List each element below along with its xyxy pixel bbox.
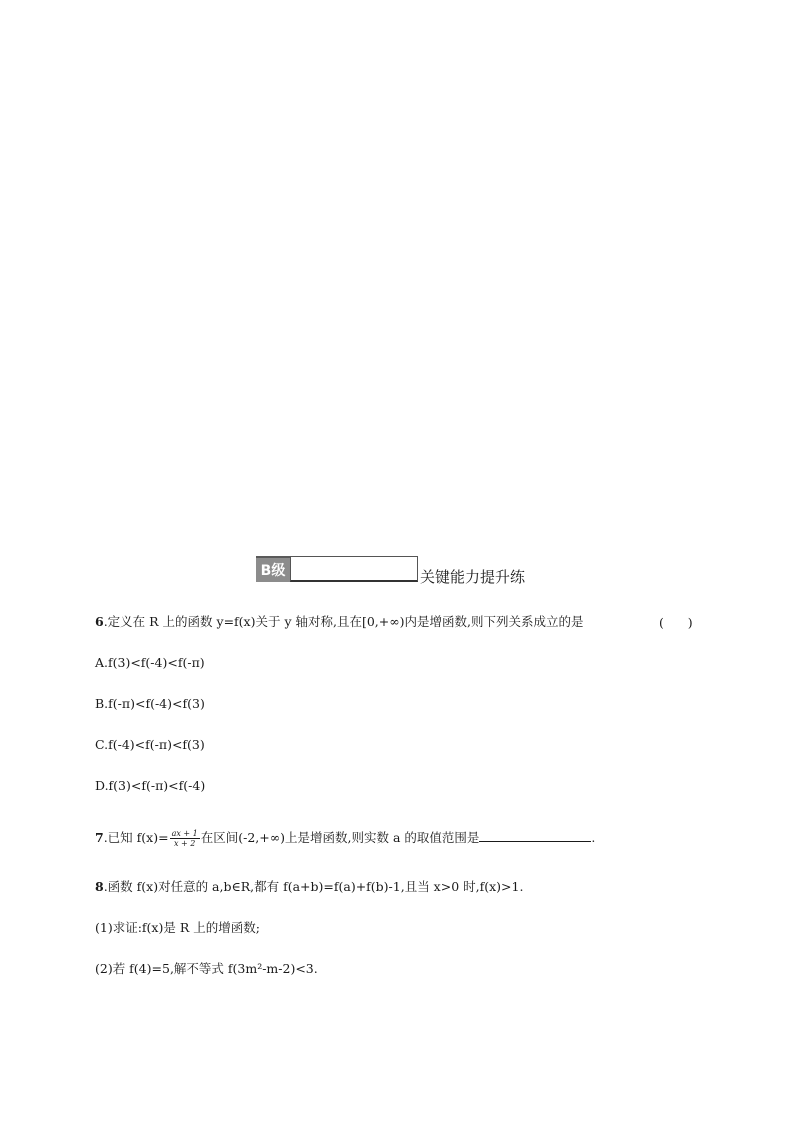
question-8-stem <box>95 879 523 895</box>
question-number: 7 <box>95 830 104 845</box>
question-prefix: .已知 f(x)= <box>103 830 169 845</box>
question-text: .函数 f(x)对任意的 a,b∈R,都有 f(a+b)=f(a)+f(b)-1,且当 x>0 时,f(x)>1. <box>103 879 524 894</box>
option-d: D.f(3)<f(-π)<f(-4) <box>95 778 206 793</box>
level-box <box>290 556 418 582</box>
question-suffix: 在区间(-2,+∞)上是增函数,则实数 a 的取值范围是 <box>200 830 480 845</box>
answer-bracket: ( ) <box>659 615 693 630</box>
option-b: B.f(-π)<f(-4)<f(3) <box>95 696 205 711</box>
option-c: C.f(-4)<f(-π)<f(3) <box>95 737 205 752</box>
level-badge: B级 <box>256 556 290 582</box>
option-a: A.f(3)<f(-4)<f(-π) <box>95 655 205 670</box>
level-title: 关键能力提升练 <box>420 568 526 586</box>
question-end: . <box>591 830 596 845</box>
fraction-numerator: ax + 1 <box>171 829 198 838</box>
question-6-stem <box>95 614 584 630</box>
fraction-denominator: x + 2 <box>173 839 196 848</box>
answer-blank <box>479 829 591 842</box>
fraction <box>170 829 200 848</box>
question-8-part-2: (2)若 f(4)=5,解不等式 f(3m²-m-2)<3. <box>95 961 318 976</box>
question-8-part-1: (1)求证:f(x)是 R 上的增函数; <box>95 920 260 935</box>
question-7-stem <box>95 829 595 848</box>
question-text: .定义在 R 上的函数 y=f(x)关于 y 轴对称,且在[0,+∞)内是增函数,则下列关系成立的是 <box>103 614 584 629</box>
question-number: 6 <box>95 614 104 629</box>
level-header <box>256 552 526 586</box>
question-number: 8 <box>95 879 104 894</box>
